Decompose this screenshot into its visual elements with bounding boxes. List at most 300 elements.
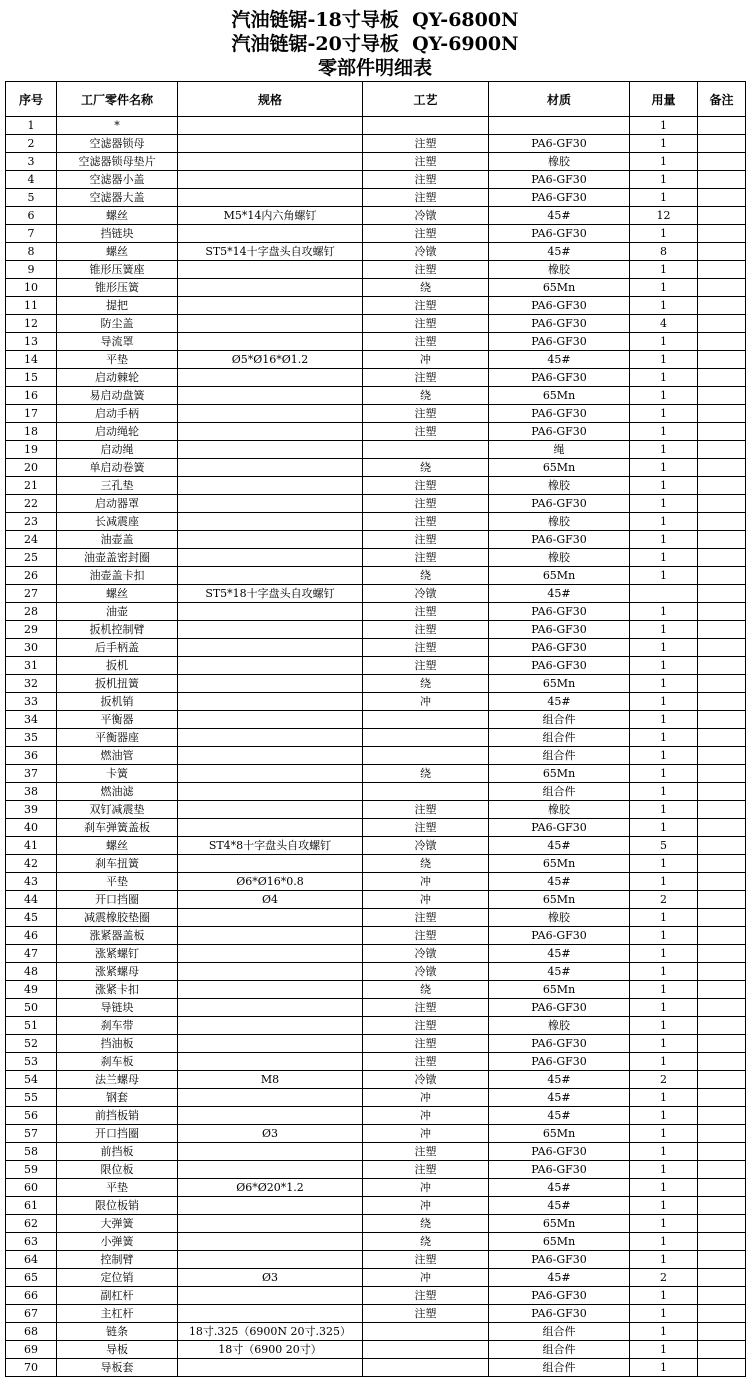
cell-spec — [178, 1251, 363, 1269]
cell-remark — [698, 387, 746, 405]
cell-index: 21 — [6, 477, 57, 495]
cell-part-name: 燃油滤 — [57, 783, 178, 801]
table-row — [6, 261, 746, 279]
cell-part-name: 涨紧卡扣 — [57, 981, 178, 999]
cell-process: 注塑 — [363, 801, 489, 819]
table-row — [6, 999, 746, 1017]
cell-part-name: 扳机 — [57, 657, 178, 675]
cell-quantity: 2 — [630, 1269, 698, 1287]
cell-spec — [178, 1287, 363, 1305]
cell-quantity: 1 — [630, 495, 698, 513]
table-row — [6, 207, 746, 225]
cell-quantity: 2 — [630, 891, 698, 909]
cell-material: 65Mn — [489, 459, 630, 477]
table-row — [6, 387, 746, 405]
cell-part-name: 涨紧器盖板 — [57, 927, 178, 945]
cell-material: 橡胶 — [489, 153, 630, 171]
cell-remark — [698, 891, 746, 909]
cell-remark — [698, 873, 746, 891]
cell-spec — [178, 459, 363, 477]
cell-index: 16 — [6, 387, 57, 405]
cell-part-name: 导板 — [57, 1341, 178, 1359]
cell-material: 65Mn — [489, 675, 630, 693]
cell-remark — [698, 405, 746, 423]
table-row — [6, 963, 746, 981]
col-header-process: 工艺 — [363, 82, 489, 117]
cell-index: 39 — [6, 801, 57, 819]
cell-index: 17 — [6, 405, 57, 423]
cell-remark — [698, 459, 746, 477]
cell-index: 19 — [6, 441, 57, 459]
table-row — [6, 153, 746, 171]
table-row — [6, 585, 746, 603]
cell-material: PA6-GF30 — [489, 297, 630, 315]
cell-spec: Ø5*Ø16*Ø1.2 — [178, 351, 363, 369]
cell-process: 注塑 — [363, 549, 489, 567]
cell-process: 注塑 — [363, 1251, 489, 1269]
table-row — [6, 945, 746, 963]
table-row — [6, 927, 746, 945]
cell-material: 45# — [489, 963, 630, 981]
cell-spec: M8 — [178, 1071, 363, 1089]
cell-spec — [178, 621, 363, 639]
cell-quantity: 1 — [630, 711, 698, 729]
cell-spec — [178, 387, 363, 405]
cell-part-name: 导板套 — [57, 1359, 178, 1377]
cell-process: 冲 — [363, 1089, 489, 1107]
table-row — [6, 1251, 746, 1269]
cell-remark — [698, 1179, 746, 1197]
cell-index: 46 — [6, 927, 57, 945]
table-row — [6, 1125, 746, 1143]
cell-quantity: 1 — [630, 117, 698, 135]
cell-part-name: 副杠杆 — [57, 1287, 178, 1305]
cell-material: PA6-GF30 — [489, 1305, 630, 1323]
cell-material: PA6-GF30 — [489, 999, 630, 1017]
cell-spec — [178, 1035, 363, 1053]
cell-index: 33 — [6, 693, 57, 711]
cell-spec — [178, 261, 363, 279]
cell-process: 冷镦 — [363, 837, 489, 855]
cell-remark — [698, 1053, 746, 1071]
table-row — [6, 657, 746, 675]
cell-index: 65 — [6, 1269, 57, 1287]
cell-index: 35 — [6, 729, 57, 747]
cell-material: 65Mn — [489, 765, 630, 783]
cell-quantity: 1 — [630, 261, 698, 279]
cell-index: 52 — [6, 1035, 57, 1053]
cell-quantity: 1 — [630, 459, 698, 477]
cell-material: 45# — [489, 1179, 630, 1197]
table-row — [6, 1359, 746, 1377]
cell-index: 53 — [6, 1053, 57, 1071]
cell-remark — [698, 1161, 746, 1179]
cell-index: 51 — [6, 1017, 57, 1035]
cell-process — [363, 1341, 489, 1359]
cell-part-name: 刹车弹簧盖板 — [57, 819, 178, 837]
cell-part-name: 减震橡胶垫圈 — [57, 909, 178, 927]
cell-index: 55 — [6, 1089, 57, 1107]
table-row — [6, 1071, 746, 1089]
title-line-1: 汽油链锯-18寸导板 QY-6800N — [231, 9, 519, 31]
cell-quantity: 1 — [630, 405, 698, 423]
cell-index: 41 — [6, 837, 57, 855]
cell-process: 注塑 — [363, 261, 489, 279]
cell-index: 23 — [6, 513, 57, 531]
cell-material: 橡胶 — [489, 513, 630, 531]
cell-remark — [698, 963, 746, 981]
cell-process — [363, 747, 489, 765]
cell-quantity: 1 — [630, 747, 698, 765]
cell-spec — [178, 783, 363, 801]
cell-quantity: 1 — [630, 1323, 698, 1341]
cell-spec — [178, 279, 363, 297]
table-row — [6, 495, 746, 513]
table-row — [6, 423, 746, 441]
cell-index: 45 — [6, 909, 57, 927]
cell-quantity: 5 — [630, 837, 698, 855]
cell-part-name: 控制臂 — [57, 1251, 178, 1269]
cell-index: 11 — [6, 297, 57, 315]
cell-material: PA6-GF30 — [489, 189, 630, 207]
cell-index: 62 — [6, 1215, 57, 1233]
cell-quantity: 1 — [630, 225, 698, 243]
cell-part-name: 法兰螺母 — [57, 1071, 178, 1089]
cell-index: 54 — [6, 1071, 57, 1089]
cell-quantity: 1 — [630, 621, 698, 639]
cell-part-name: 油壶盖 — [57, 531, 178, 549]
cell-remark — [698, 477, 746, 495]
cell-remark — [698, 729, 746, 747]
cell-remark — [698, 531, 746, 549]
cell-part-name: 启动器罩 — [57, 495, 178, 513]
table-row — [6, 135, 746, 153]
cell-process: 冲 — [363, 1197, 489, 1215]
col-header-quantity: 用量 — [630, 82, 698, 117]
cell-quantity: 1 — [630, 135, 698, 153]
cell-remark — [698, 1197, 746, 1215]
cell-spec: Ø4 — [178, 891, 363, 909]
col-header-remark: 备注 — [698, 82, 746, 117]
cell-remark — [698, 495, 746, 513]
cell-process: 注塑 — [363, 1161, 489, 1179]
cell-remark — [698, 1143, 746, 1161]
cell-index: 10 — [6, 279, 57, 297]
table-row — [6, 315, 746, 333]
cell-quantity: 1 — [630, 279, 698, 297]
cell-process: 绕 — [363, 675, 489, 693]
cell-material: PA6-GF30 — [489, 531, 630, 549]
cell-quantity: 1 — [630, 153, 698, 171]
cell-spec — [178, 333, 363, 351]
cell-spec — [178, 405, 363, 423]
cell-quantity: 1 — [630, 657, 698, 675]
table-row — [6, 441, 746, 459]
cell-part-name: 限位板销 — [57, 1197, 178, 1215]
cell-index: 48 — [6, 963, 57, 981]
cell-part-name: 油壶盖卡扣 — [57, 567, 178, 585]
table-row — [6, 459, 746, 477]
cell-part-name: 螺丝 — [57, 585, 178, 603]
cell-material: 组合件 — [489, 711, 630, 729]
cell-quantity: 1 — [630, 783, 698, 801]
cell-spec — [178, 999, 363, 1017]
cell-spec — [178, 729, 363, 747]
cell-quantity: 1 — [630, 855, 698, 873]
cell-part-name: 后手柄盖 — [57, 639, 178, 657]
cell-spec — [178, 225, 363, 243]
cell-part-name: 提把 — [57, 297, 178, 315]
cell-quantity: 1 — [630, 333, 698, 351]
table-row — [6, 1323, 746, 1341]
cell-process: 绕 — [363, 279, 489, 297]
cell-process: 绕 — [363, 1233, 489, 1251]
table-row — [6, 549, 746, 567]
cell-index: 24 — [6, 531, 57, 549]
cell-process — [363, 729, 489, 747]
cell-remark — [698, 351, 746, 369]
cell-part-name: 油壶盖密封圈 — [57, 549, 178, 567]
cell-process: 注塑 — [363, 495, 489, 513]
cell-quantity: 1 — [630, 441, 698, 459]
cell-part-name: 涨紧螺钉 — [57, 945, 178, 963]
cell-process: 注塑 — [363, 297, 489, 315]
cell-process: 绕 — [363, 459, 489, 477]
cell-index: 68 — [6, 1323, 57, 1341]
table-row — [6, 243, 746, 261]
cell-remark — [698, 189, 746, 207]
cell-spec — [178, 1053, 363, 1071]
cell-quantity: 1 — [630, 513, 698, 531]
cell-part-name: 启动手柄 — [57, 405, 178, 423]
cell-spec — [178, 531, 363, 549]
cell-index: 26 — [6, 567, 57, 585]
cell-process: 注塑 — [363, 1035, 489, 1053]
cell-spec — [178, 711, 363, 729]
cell-spec — [178, 1305, 363, 1323]
cell-material: PA6-GF30 — [489, 927, 630, 945]
cell-spec — [178, 315, 363, 333]
cell-quantity: 1 — [630, 189, 698, 207]
cell-remark — [698, 1323, 746, 1341]
cell-index: 5 — [6, 189, 57, 207]
cell-process: 注塑 — [363, 369, 489, 387]
cell-spec: M5*14内六角螺钉 — [178, 207, 363, 225]
cell-part-name: 前挡板销 — [57, 1107, 178, 1125]
cell-material: 绳 — [489, 441, 630, 459]
table-row — [6, 1341, 746, 1359]
table-row — [6, 909, 746, 927]
cell-material: PA6-GF30 — [489, 819, 630, 837]
cell-index: 50 — [6, 999, 57, 1017]
cell-material: 65Mn — [489, 1215, 630, 1233]
cell-index: 4 — [6, 171, 57, 189]
cell-spec — [178, 1107, 363, 1125]
cell-process: 冷镦 — [363, 1071, 489, 1089]
cell-quantity: 1 — [630, 981, 698, 999]
cell-material: PA6-GF30 — [489, 495, 630, 513]
cell-part-name: 螺丝 — [57, 207, 178, 225]
cell-index: 30 — [6, 639, 57, 657]
cell-part-name: 扳机控制臂 — [57, 621, 178, 639]
table-row — [6, 603, 746, 621]
cell-material: 65Mn — [489, 567, 630, 585]
cell-remark — [698, 1359, 746, 1377]
cell-material: 45# — [489, 693, 630, 711]
table-row — [6, 639, 746, 657]
cell-remark — [698, 1035, 746, 1053]
cell-part-name: 扳机销 — [57, 693, 178, 711]
cell-material: PA6-GF30 — [489, 621, 630, 639]
table-row — [6, 783, 746, 801]
cell-part-name: 钢套 — [57, 1089, 178, 1107]
cell-index: 32 — [6, 675, 57, 693]
cell-process: 注塑 — [363, 1305, 489, 1323]
cell-part-name: 小弹簧 — [57, 1233, 178, 1251]
cell-part-name: 锥形压簧 — [57, 279, 178, 297]
cell-part-name: 空滤器大盖 — [57, 189, 178, 207]
cell-remark — [698, 855, 746, 873]
cell-quantity: 1 — [630, 531, 698, 549]
cell-remark — [698, 1305, 746, 1323]
cell-process: 注塑 — [363, 531, 489, 549]
cell-process: 冲 — [363, 873, 489, 891]
cell-remark — [698, 315, 746, 333]
cell-spec — [178, 963, 363, 981]
cell-part-name: 螺丝 — [57, 837, 178, 855]
cell-remark — [698, 657, 746, 675]
cell-index: 25 — [6, 549, 57, 567]
cell-material: 组合件 — [489, 729, 630, 747]
col-header-index: 序号 — [6, 82, 57, 117]
cell-part-name: 长减震座 — [57, 513, 178, 531]
cell-quantity: 1 — [630, 675, 698, 693]
cell-material: PA6-GF30 — [489, 1143, 630, 1161]
cell-material: PA6-GF30 — [489, 639, 630, 657]
cell-quantity: 4 — [630, 315, 698, 333]
cell-process: 注塑 — [363, 315, 489, 333]
cell-index: 37 — [6, 765, 57, 783]
cell-part-name: 链条 — [57, 1323, 178, 1341]
cell-quantity: 8 — [630, 243, 698, 261]
cell-quantity: 1 — [630, 351, 698, 369]
parts-table — [5, 81, 746, 1377]
cell-remark — [698, 801, 746, 819]
cell-part-name: 双钉减震垫 — [57, 801, 178, 819]
table-body — [6, 117, 746, 1377]
cell-quantity: 1 — [630, 477, 698, 495]
cell-spec — [178, 981, 363, 999]
cell-quantity: 1 — [630, 567, 698, 585]
cell-spec — [178, 495, 363, 513]
cell-index: 14 — [6, 351, 57, 369]
cell-spec — [178, 603, 363, 621]
cell-part-name: 刹车扭簧 — [57, 855, 178, 873]
cell-quantity: 1 — [630, 729, 698, 747]
cell-spec — [178, 117, 363, 135]
cell-remark — [698, 225, 746, 243]
cell-material: PA6-GF30 — [489, 423, 630, 441]
table-row — [6, 513, 746, 531]
cell-quantity: 1 — [630, 873, 698, 891]
cell-process: 绕 — [363, 855, 489, 873]
cell-remark — [698, 639, 746, 657]
cell-process: 注塑 — [363, 405, 489, 423]
cell-part-name: 空滤器小盖 — [57, 171, 178, 189]
table-row — [6, 279, 746, 297]
cell-process: 注塑 — [363, 657, 489, 675]
cell-process: 注塑 — [363, 171, 489, 189]
table-row — [6, 531, 746, 549]
cell-part-name: 定位销 — [57, 1269, 178, 1287]
table-row — [6, 333, 746, 351]
cell-spec — [178, 549, 363, 567]
col-header-part-name: 工厂零件名称 — [57, 82, 178, 117]
cell-quantity: 1 — [630, 1053, 698, 1071]
cell-spec — [178, 909, 363, 927]
table-row — [6, 1161, 746, 1179]
table-row — [6, 801, 746, 819]
cell-spec — [178, 945, 363, 963]
cell-remark — [698, 981, 746, 999]
cell-spec: ST5*14十字盘头自攻螺钉 — [178, 243, 363, 261]
cell-remark — [698, 945, 746, 963]
cell-index: 29 — [6, 621, 57, 639]
cell-material: 65Mn — [489, 855, 630, 873]
table-row — [6, 1305, 746, 1323]
cell-remark — [698, 1017, 746, 1035]
cell-material: 橡胶 — [489, 1017, 630, 1035]
cell-index: 1 — [6, 117, 57, 135]
cell-part-name: * — [57, 117, 178, 135]
document-title — [0, 0, 750, 80]
cell-material: PA6-GF30 — [489, 1053, 630, 1071]
cell-material: 组合件 — [489, 1359, 630, 1377]
cell-process: 冷镦 — [363, 963, 489, 981]
cell-remark — [698, 909, 746, 927]
cell-spec — [178, 657, 363, 675]
cell-index: 31 — [6, 657, 57, 675]
cell-spec — [178, 441, 363, 459]
cell-remark — [698, 621, 746, 639]
cell-material: 65Mn — [489, 1125, 630, 1143]
cell-quantity: 1 — [630, 765, 698, 783]
cell-spec — [178, 1215, 363, 1233]
cell-part-name: 单启动卷簧 — [57, 459, 178, 477]
cell-process: 注塑 — [363, 927, 489, 945]
table-row — [6, 819, 746, 837]
cell-part-name: 刹车板 — [57, 1053, 178, 1071]
table-row — [6, 405, 746, 423]
cell-process: 注塑 — [363, 153, 489, 171]
cell-part-name: 挡油板 — [57, 1035, 178, 1053]
cell-remark — [698, 585, 746, 603]
cell-material: PA6-GF30 — [489, 225, 630, 243]
cell-spec — [178, 1197, 363, 1215]
cell-remark — [698, 333, 746, 351]
cell-process: 绕 — [363, 1215, 489, 1233]
table-row — [6, 693, 746, 711]
cell-material: 65Mn — [489, 387, 630, 405]
cell-quantity: 1 — [630, 1143, 698, 1161]
cell-spec — [178, 693, 363, 711]
cell-process — [363, 117, 489, 135]
cell-process: 注塑 — [363, 1053, 489, 1071]
cell-index: 47 — [6, 945, 57, 963]
cell-material: 组合件 — [489, 747, 630, 765]
cell-index: 58 — [6, 1143, 57, 1161]
cell-material: 45# — [489, 1071, 630, 1089]
